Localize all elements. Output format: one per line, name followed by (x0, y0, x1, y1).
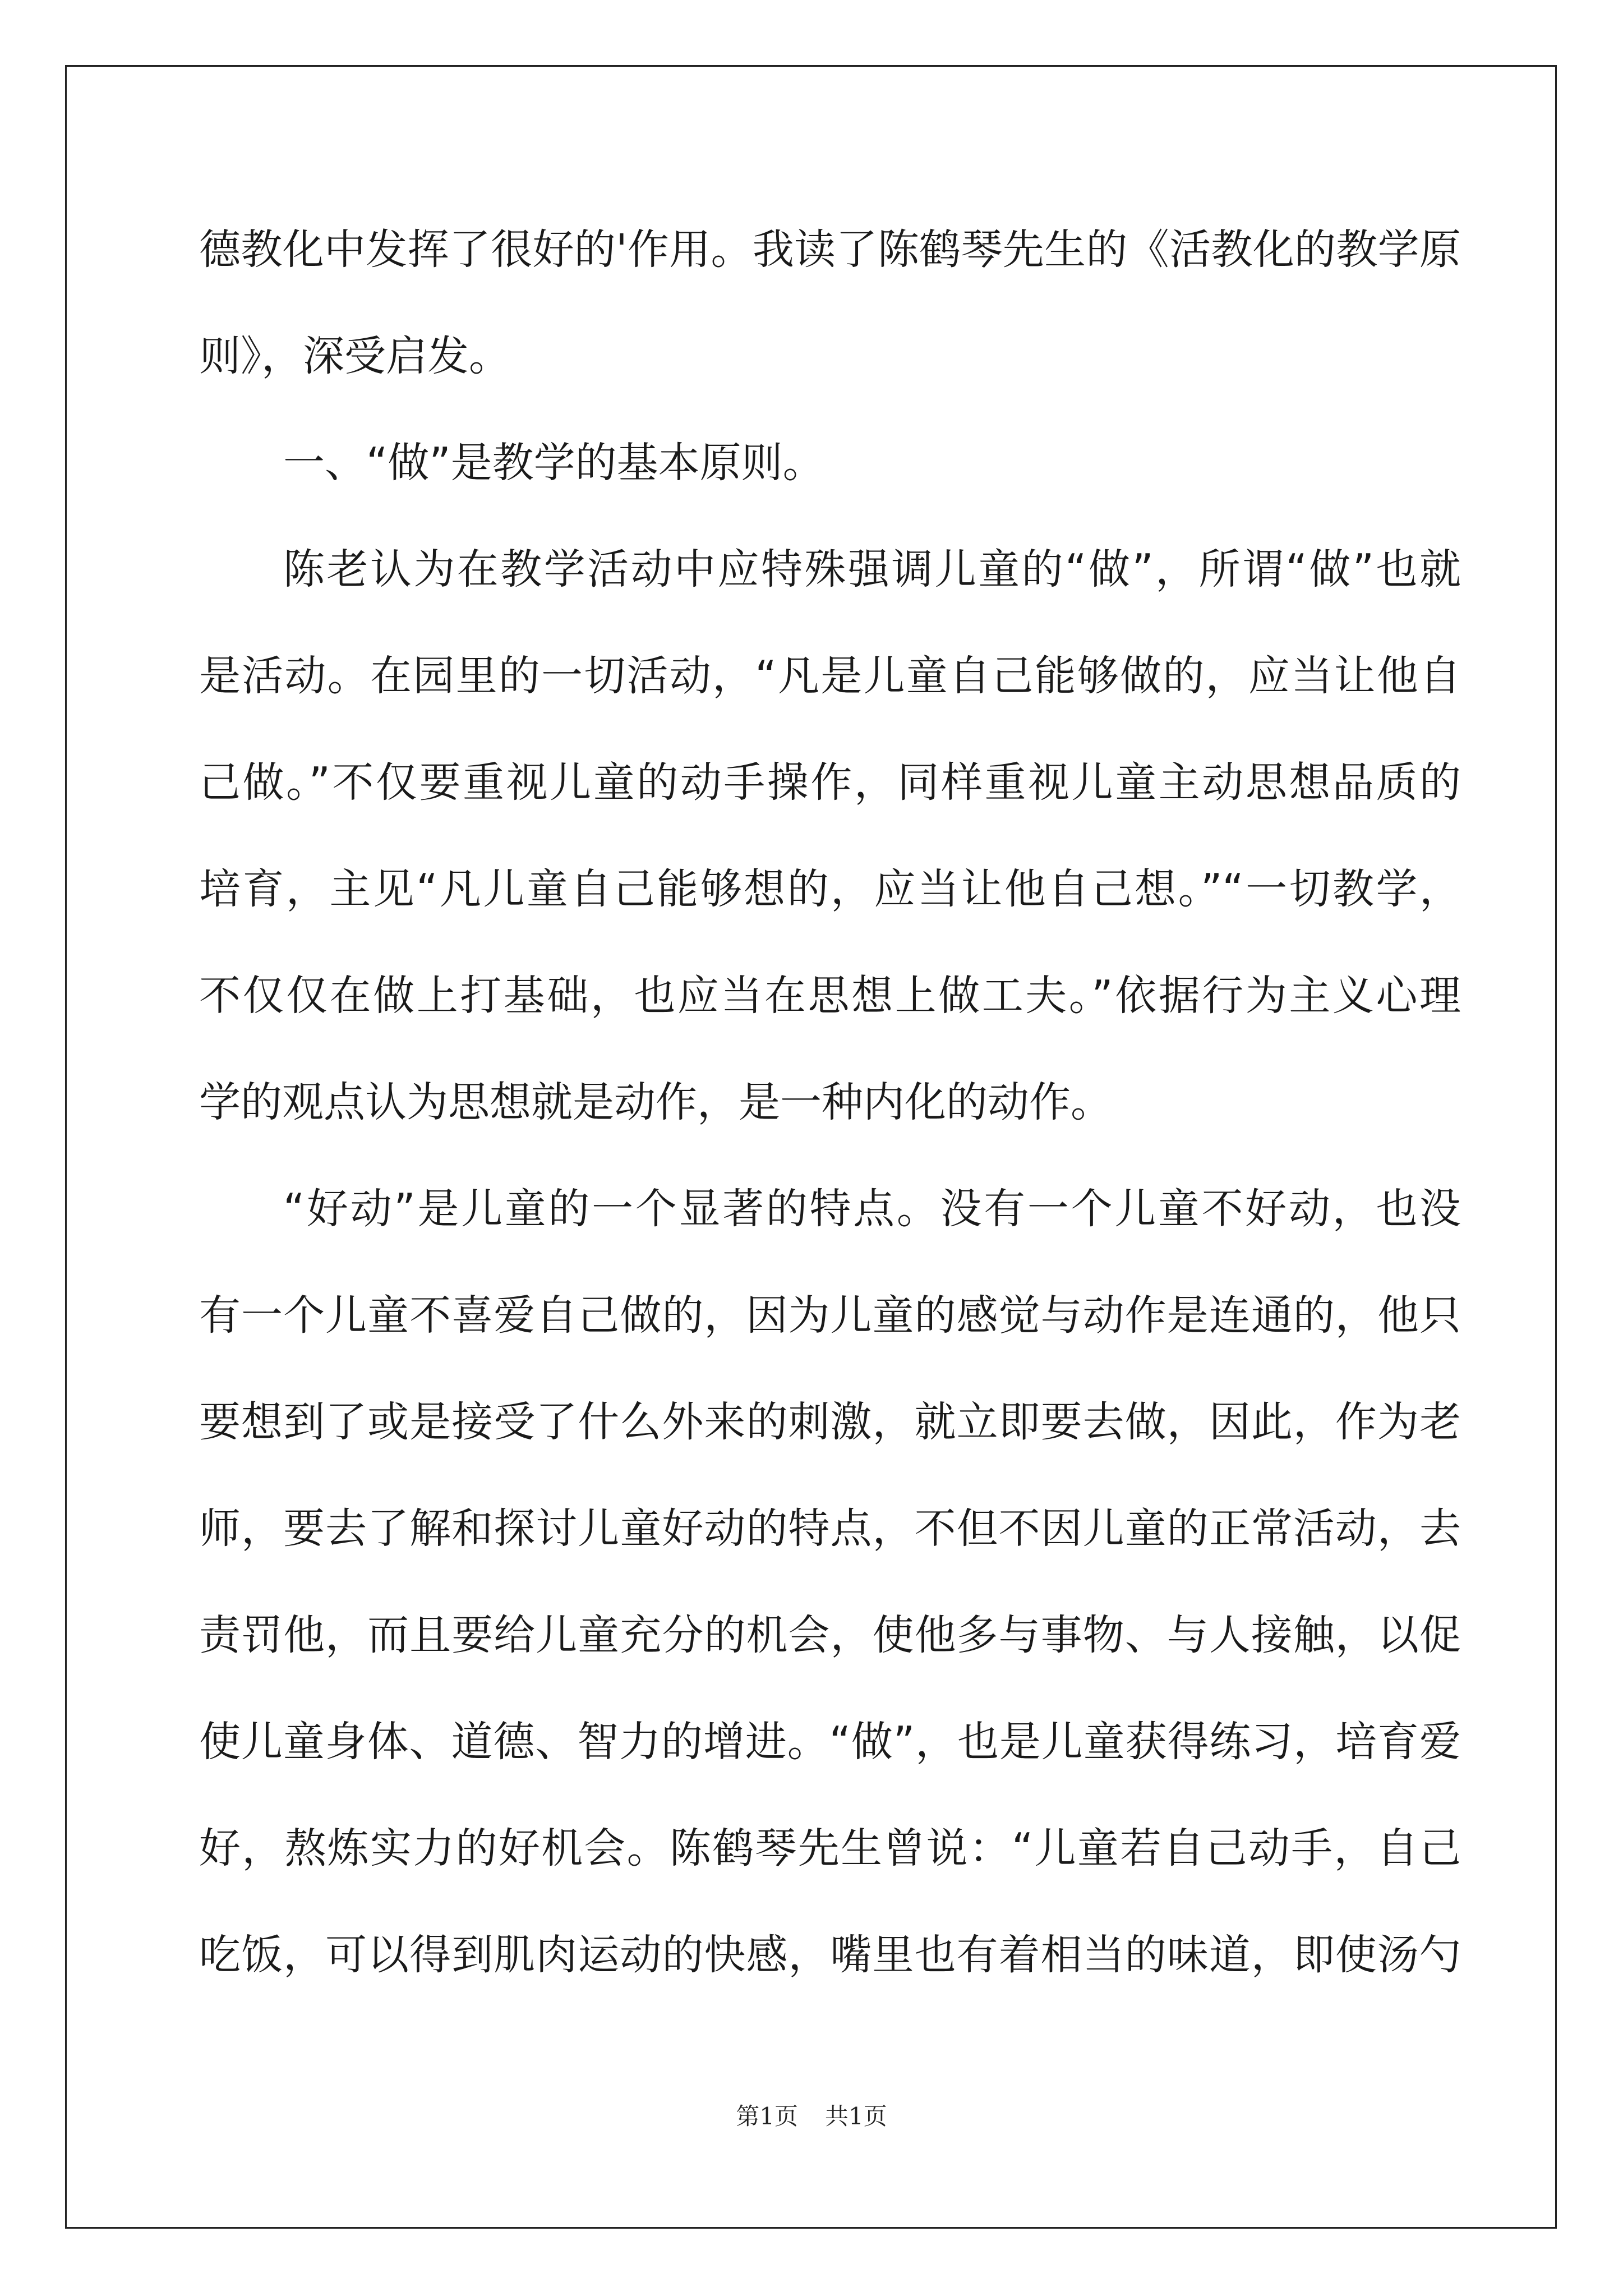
text-line: 好，熬炼实力的好机会。陈鹤琴先生曾说：“儿童若自己动手，自己 (199, 1824, 1461, 1872)
text-line: “好动”是儿童的一个显著的特点。没有一个儿童不好动，也没 (283, 1185, 1461, 1233)
page-total: 共1页 (825, 2102, 887, 2130)
text-line: 师，要去了解和探讨儿童好动的特点，不但不因儿童的正常活动，去 (199, 1504, 1461, 1553)
text-line: 德教化中发挥了很好的'作用。我读了陈鹤琴先生的《活教化的教学原 (199, 226, 1461, 274)
text-line: 不仅仅在做上打基础，也应当在思想上做工夫。”依据行为主义心理 (199, 972, 1461, 1020)
text-line: 学的观点认为思想就是动作，是一种内化的动作。 (199, 1078, 1112, 1126)
text-line: 己做。”不仅要重视儿童的动手操作，同样重视儿童主动思想品质的 (199, 758, 1461, 807)
text-line: 责罚他，而且要给儿童充分的机会，使他多与事物、与人接触，以促 (199, 1611, 1461, 1659)
text-line: 使儿童身体、道德、智力的增进。“做”，也是儿童获得练习，培育爱 (199, 1718, 1461, 1766)
text-line: 要想到了或是接受了什么外来的刺激，就立即要去做，因此，作为老 (199, 1398, 1461, 1446)
text-line: 培育，主见“凡儿童自己能够想的，应当让他自己想。”“一切教学， (199, 865, 1461, 913)
page-footer (0, 2098, 1623, 2132)
section-heading: 一、“做”是教学的基本原则。 (283, 439, 824, 487)
page-number: 第1页 (736, 2102, 798, 2130)
text-line: 陈老认为在教学活动中应特殊强调儿童的“做”，所谓“做”也就 (283, 545, 1461, 593)
text-line: 有一个儿童不喜爱自己做的，因为儿童的感觉与动作是连通的，他只 (199, 1291, 1461, 1340)
text-line: 是活动。在园里的一切活动，“凡是儿童自己能够做的，应当让他自 (199, 652, 1461, 700)
text-line: 则》，深受启发。 (199, 332, 510, 380)
text-line: 吃饭，可以得到肌肉运动的快感，嘴里也有着相当的味道，即使汤勺 (199, 1931, 1461, 1979)
document-body (199, 208, 1461, 2019)
